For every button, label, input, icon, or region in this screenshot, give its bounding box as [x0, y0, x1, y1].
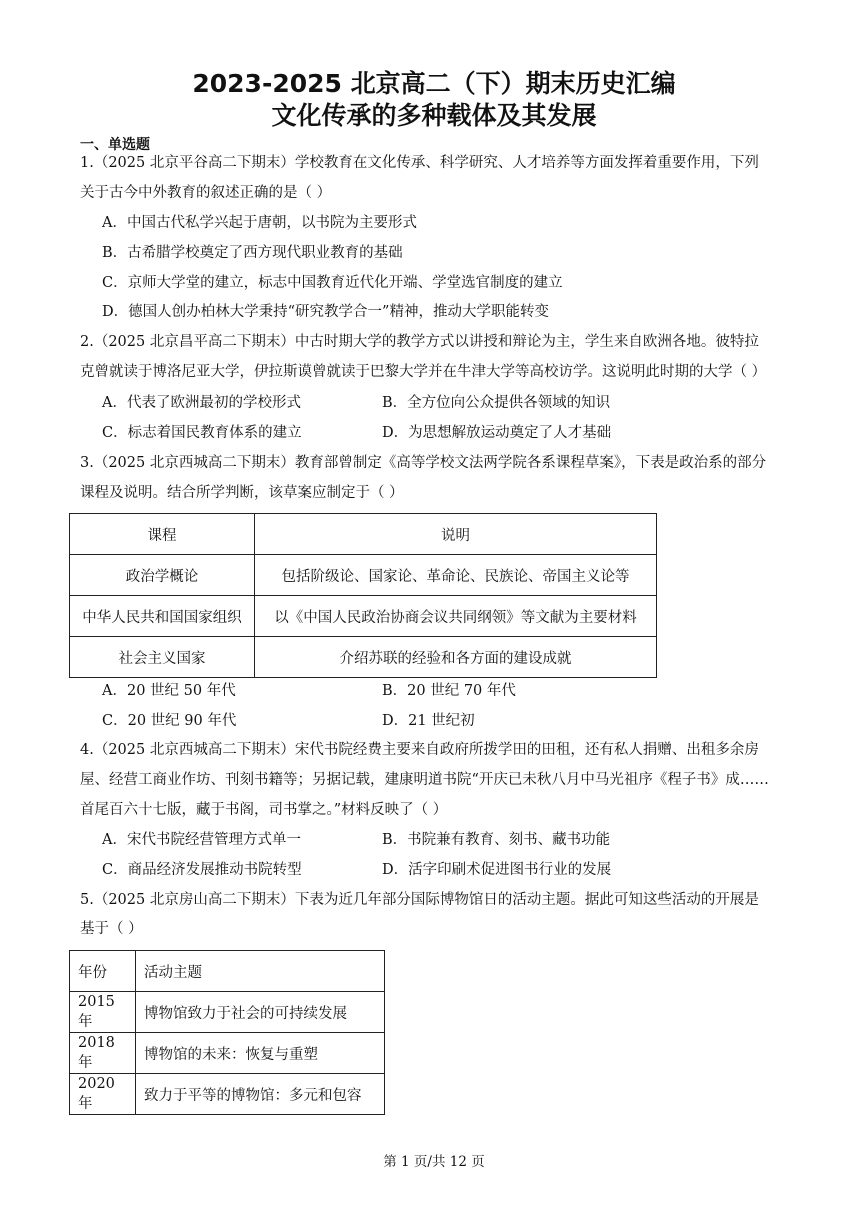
table-cell: 政治学概论 — [70, 555, 255, 596]
table-cell: 2015 年 — [70, 992, 136, 1033]
table-cell: 社会主义国家 — [70, 637, 255, 678]
q1-option-b: B．古希腊学校奠定了西方现代职业教育的基础 — [102, 245, 403, 261]
table-cell: 博物馆的未来：恢复与重塑 — [136, 1033, 385, 1074]
q1-option-d: D．德国人创办柏林大学秉持“研究教学合一”精神，推动大学职能转变 — [102, 304, 549, 320]
q4-option-b: B．书院兼有教育、刻书、藏书功能 — [382, 832, 611, 848]
table-row — [70, 555, 657, 596]
q2-option-d: D．为思想解放运动奠定了人才基础 — [382, 425, 612, 441]
q4-option-a: A．宋代书院经营管理方式单一 — [102, 832, 301, 848]
q2-option-a: A．代表了欧洲最初的学校形式 — [102, 395, 301, 411]
page-footer: 第 1 页/共 12 页 — [383, 1154, 485, 1170]
q4-stem-line1: 4.（2025 北京西城高二下期末）宋代书院经费主要来自政府所拨学田的田租，还有私人捐赠、出租多余房 — [80, 742, 759, 758]
table-cell: 博物馆致力于社会的可持续发展 — [136, 992, 385, 1033]
q4-option-d: D．活字印刷术促进图书行业的发展 — [382, 862, 612, 878]
table-cell: 2018 年 — [70, 1033, 136, 1074]
table-header-row — [70, 951, 385, 992]
table-row — [70, 637, 657, 678]
q3-option-c: C．20 世纪 90 年代 — [102, 713, 237, 729]
table-header-cell: 活动主题 — [136, 951, 385, 992]
table-row — [70, 1033, 385, 1074]
q3-stem-line1: 3.（2025 北京西城高二下期末）教育部曾制定《高等学校文法两学院各系课程草案》，下表是政治系的部分 — [80, 455, 767, 471]
q3-option-d: D．21 世纪初 — [382, 713, 475, 729]
table-cell: 2020 年 — [70, 1074, 136, 1115]
q5-stem-line1: 5.（2025 北京房山高二下期末）下表为近几年部分国际博物馆日的活动主题。据此可知这些活动的开展是 — [80, 892, 759, 908]
q1-option-c: C．京师大学堂的建立，标志中国教育近代化开端、学堂选官制度的建立 — [102, 275, 563, 291]
table-cell: 致力于平等的博物馆：多元和包容 — [136, 1074, 385, 1115]
q5-stem-line2: 基于（ ） — [80, 921, 143, 937]
table-header-cell: 课程 — [70, 514, 255, 555]
document-title: 2023-2025 北京高二（下）期末历史汇编 — [192, 69, 676, 98]
q2-option-b: B．全方位向公众提供各领域的知识 — [382, 395, 611, 411]
q4-option-c: C．商品经济发展推动书院转型 — [102, 862, 302, 878]
table-cell: 包括阶级论、国家论、革命论、民族论、帝国主义论等 — [255, 555, 657, 596]
q2-stem-line1: 2.（2025 北京昌平高二下期末）中古时期大学的教学方式以讲授和辩论为主，学生来自欧洲各地。彼特拉 — [80, 334, 759, 350]
q3-option-a: A．20 世纪 50 年代 — [102, 683, 236, 699]
q1-stem-line2: 关于古今中外教育的叙述正确的是（ ） — [80, 185, 332, 201]
q5-table — [69, 950, 385, 1115]
q4-stem-line2: 屋、经营工商业作坊、刊刻书籍等；另据记载，建康明道书院“开庆已未秋八月中马光祖序《程子书》成…… — [80, 772, 769, 788]
table-cell: 以《中国人民政治协商会议共同纲领》等文献为主要材料 — [255, 596, 657, 637]
table-cell: 中华人民共和国国家组织 — [70, 596, 255, 637]
document-subtitle: 文化传承的多种载体及其发展 — [271, 101, 597, 130]
q1-option-a: A．中国古代私学兴起于唐朝，以书院为主要形式 — [102, 215, 417, 231]
table-cell: 介绍苏联的经验和各方面的建设成就 — [255, 637, 657, 678]
q1-stem-line1: 1.（2025 北京平谷高二下期末）学校教育在文化传承、科学研究、人才培养等方面发挥着重要作用，下列 — [80, 155, 759, 171]
q2-stem-line2: 克曾就读于博洛尼亚大学，伊拉斯谟曾就读于巴黎大学并在牛津大学等高校访学。这说明此时期的大学（ ） — [80, 364, 767, 380]
section-heading: 一、单选题 — [80, 137, 150, 153]
table-row — [70, 1074, 385, 1115]
q3-stem-line2: 课程及说明。结合所学判断，该草案应制定于（ ） — [80, 485, 404, 501]
q4-stem-line3: 首尾百六十七版，藏于书阁，司书掌之。”材料反映了（ ） — [80, 802, 448, 818]
q3-table — [69, 513, 657, 678]
q2-option-c: C．标志着国民教育体系的建立 — [102, 425, 302, 441]
table-row — [70, 596, 657, 637]
q3-option-b: B．20 世纪 70 年代 — [382, 683, 516, 699]
table-header-row — [70, 514, 657, 555]
table-row — [70, 992, 385, 1033]
table-header-cell: 说明 — [255, 514, 657, 555]
table-header-cell: 年份 — [70, 951, 136, 992]
